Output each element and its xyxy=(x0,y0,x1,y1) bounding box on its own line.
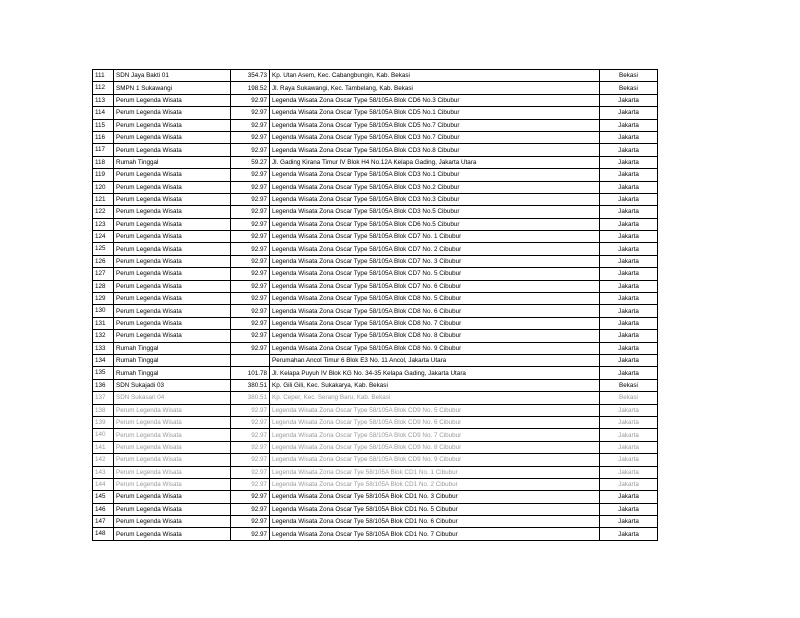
table-row xyxy=(93,131,658,143)
city-cell: Bekasi xyxy=(600,379,658,391)
row-number-cell: 117 xyxy=(93,144,114,156)
project-name-cell: Perum Legenda Wisata xyxy=(114,206,231,218)
area-cell: 92.97 xyxy=(231,119,270,131)
area-cell: 92.97 xyxy=(231,454,270,466)
row-number-cell: 140 xyxy=(93,429,114,441)
project-name-cell: Perum Legenda Wisata xyxy=(114,268,231,280)
area-cell: 92.97 xyxy=(231,107,270,119)
project-name-cell: Perum Legenda Wisata xyxy=(114,491,231,503)
address-cell: Kp. Gili Gili, Kec. Sukakarya, Kab. Bekasi xyxy=(270,379,600,391)
city-cell: Jakarta xyxy=(600,516,658,528)
city-cell: Jakarta xyxy=(600,218,658,230)
area-cell: 380.51 xyxy=(231,392,270,404)
area-cell xyxy=(231,354,270,366)
table-row xyxy=(93,404,658,416)
row-number-cell: 122 xyxy=(93,206,114,218)
city-cell: Jakarta xyxy=(600,94,658,106)
table-row xyxy=(93,478,658,490)
address-cell: Kp. Ceper, Kec. Serang Baru, Kab. Bekasi xyxy=(270,392,600,404)
address-cell: Legenda Wisata Zona Oscar Type 58/105A Blok CD5 No.7 Cibubur xyxy=(270,119,600,131)
table-row xyxy=(93,392,658,404)
area-cell: 92.97 xyxy=(231,516,270,528)
row-number-cell: 111 xyxy=(93,70,114,82)
address-cell: Legenda Wisata Zona Oscar Tye 58/105A Blok CD1 No. 1 Cibubur xyxy=(270,466,600,478)
city-cell: Jakarta xyxy=(600,144,658,156)
project-name-cell: SDN Sukajadi 03 xyxy=(114,379,231,391)
city-cell: Jakarta xyxy=(600,293,658,305)
table-row xyxy=(93,82,658,94)
row-number-cell: 137 xyxy=(93,392,114,404)
table-row xyxy=(93,206,658,218)
address-cell: Legenda Wisata Zona Oscar Type 58/105A Blok CD6 No.3 Cibubur xyxy=(270,94,600,106)
address-cell: Legenda Wisata Zona Oscar Type 58/105A Blok CD6 No.5 Cibubur xyxy=(270,218,600,230)
table-row xyxy=(93,305,658,317)
row-number-cell: 141 xyxy=(93,441,114,453)
row-number-cell: 112 xyxy=(93,82,114,94)
address-cell: Legenda Wisata Zona Oscar Type 58/105A Blok CD9 No. 8 Cibubur xyxy=(270,441,600,453)
project-name-cell: Perum Legenda Wisata xyxy=(114,330,231,342)
area-cell: 380.51 xyxy=(231,379,270,391)
address-cell: Legenda Wisata Zona Oscar Type 58/105A Blok CD7 No. 1 Cibubur xyxy=(270,231,600,243)
address-cell: Jl. Gading Kirana Timur IV Blok H4 No.12A Kelapa Gading, Jakarta Utara xyxy=(270,156,600,168)
row-number-cell: 116 xyxy=(93,131,114,143)
city-cell: Jakarta xyxy=(600,206,658,218)
area-cell: 92.97 xyxy=(231,491,270,503)
row-number-cell: 139 xyxy=(93,416,114,428)
city-cell: Jakarta xyxy=(600,491,658,503)
city-cell: Jakarta xyxy=(600,181,658,193)
area-cell: 92.97 xyxy=(231,429,270,441)
address-cell: Legenda Wisata Zona Oscar Type 58/105A Blok CD9 No. 7 Cibubur xyxy=(270,429,600,441)
table-row xyxy=(93,243,658,255)
project-name-cell: Perum Legenda Wisata xyxy=(114,305,231,317)
row-number-cell: 147 xyxy=(93,516,114,528)
project-name-cell: Perum Legenda Wisata xyxy=(114,144,231,156)
table-row xyxy=(93,379,658,391)
project-name-cell: SDN Jaya Bakti 01 xyxy=(114,70,231,82)
address-cell: Legenda Wisata Zona Oscar Type 58/105A Blok CD7 No. 3 Cibubur xyxy=(270,255,600,267)
row-number-cell: 120 xyxy=(93,181,114,193)
city-cell: Jakarta xyxy=(600,478,658,490)
area-cell: 59.27 xyxy=(231,156,270,168)
row-number-cell: 125 xyxy=(93,243,114,255)
city-cell: Jakarta xyxy=(600,441,658,453)
row-number-cell: 114 xyxy=(93,107,114,119)
city-cell: Jakarta xyxy=(600,305,658,317)
table-row xyxy=(93,107,658,119)
address-cell: Legenda Wisata Zona Oscar Tye 58/105A Blok CD1 No. 3 Cibubur xyxy=(270,491,600,503)
table-row xyxy=(93,144,658,156)
area-cell: 92.97 xyxy=(231,305,270,317)
table-row xyxy=(93,516,658,528)
project-name-cell: Perum Legenda Wisata xyxy=(114,429,231,441)
table-row xyxy=(93,528,658,540)
project-name-cell: Perum Legenda Wisata xyxy=(114,466,231,478)
city-cell: Jakarta xyxy=(600,454,658,466)
row-number-cell: 145 xyxy=(93,491,114,503)
city-cell: Jakarta xyxy=(600,404,658,416)
city-cell: Bekasi xyxy=(600,392,658,404)
area-cell: 92.97 xyxy=(231,478,270,490)
address-cell: Legenda Wisata Zona Oscar Type 58/105A Blok CD3 No.5 Cibubur xyxy=(270,206,600,218)
city-cell: Jakarta xyxy=(600,231,658,243)
table-row xyxy=(93,441,658,453)
address-cell: Jl. Raya Sukawangi, Kec. Tambelang, Kab. Bekasi xyxy=(270,82,600,94)
address-cell: Legenda Wisata Zona Oscar Type 58/105A Blok CD7 No. 5 Cibubur xyxy=(270,268,600,280)
address-cell: Legenda Wisata Zona Oscar Type 58/105A Blok CD7 No. 2 Cibubur xyxy=(270,243,600,255)
row-number-cell: 144 xyxy=(93,478,114,490)
table-row xyxy=(93,268,658,280)
project-name-cell: Rumah Tinggal xyxy=(114,156,231,168)
project-name-cell: Perum Legenda Wisata xyxy=(114,169,231,181)
city-cell: Jakarta xyxy=(600,243,658,255)
city-cell: Jakarta xyxy=(600,503,658,515)
project-table-body xyxy=(93,70,658,541)
city-cell: Jakarta xyxy=(600,156,658,168)
table-row xyxy=(93,293,658,305)
table-row xyxy=(93,169,658,181)
city-cell: Jakarta xyxy=(600,119,658,131)
project-name-cell: Perum Legenda Wisata xyxy=(114,280,231,292)
table-row xyxy=(93,193,658,205)
project-name-cell: Perum Legenda Wisata xyxy=(114,218,231,230)
area-cell: 92.97 xyxy=(231,268,270,280)
address-cell: Legenda Wisata Zona Oscar Type 58/105A Blok CD9 No. 6 Cibubur xyxy=(270,416,600,428)
city-cell: Bekasi xyxy=(600,70,658,82)
area-cell: 101.78 xyxy=(231,367,270,379)
address-cell: Legenda Wisata Zona Oscar Type 58/105A Blok CD3 No.7 Cibubur xyxy=(270,131,600,143)
table-row xyxy=(93,156,658,168)
address-cell: Legenda Wisata Zona Oscar Type 58/105A Blok CD9 No. 5 Cibubur xyxy=(270,404,600,416)
project-name-cell: SMPN 1 Sukawangi xyxy=(114,82,231,94)
row-number-cell: 130 xyxy=(93,305,114,317)
project-name-cell: Perum Legenda Wisata xyxy=(114,243,231,255)
row-number-cell: 142 xyxy=(93,454,114,466)
city-cell: Jakarta xyxy=(600,367,658,379)
row-number-cell: 123 xyxy=(93,218,114,230)
row-number-cell: 146 xyxy=(93,503,114,515)
address-cell: Legenda Wisata Zona Oscar Type 58/105A Blok CD5 No.1 Cibubur xyxy=(270,107,600,119)
row-number-cell: 121 xyxy=(93,193,114,205)
project-name-cell: Perum Legenda Wisata xyxy=(114,94,231,106)
area-cell: 92.97 xyxy=(231,181,270,193)
city-cell: Jakarta xyxy=(600,169,658,181)
area-cell: 92.97 xyxy=(231,131,270,143)
project-name-cell: SDN Sukasari 04 xyxy=(114,392,231,404)
project-name-cell: Perum Legenda Wisata xyxy=(114,441,231,453)
row-number-cell: 133 xyxy=(93,342,114,354)
area-cell: 92.97 xyxy=(231,404,270,416)
table-row xyxy=(93,354,658,366)
table-row xyxy=(93,181,658,193)
area-cell: 92.97 xyxy=(231,206,270,218)
area-cell: 92.97 xyxy=(231,169,270,181)
table-row xyxy=(93,503,658,515)
project-name-cell: Perum Legenda Wisata xyxy=(114,293,231,305)
project-name-cell: Perum Legenda Wisata xyxy=(114,503,231,515)
area-cell: 92.97 xyxy=(231,342,270,354)
project-name-cell: Rumah Tinggal xyxy=(114,354,231,366)
project-name-cell: Perum Legenda Wisata xyxy=(114,119,231,131)
table-row xyxy=(93,94,658,106)
area-cell: 92.97 xyxy=(231,503,270,515)
address-cell: Jl. Kelapa Puyuh IV Blok KG No. 34-35 Kelapa Gading, Jakarta Utara xyxy=(270,367,600,379)
city-cell: Bekasi xyxy=(600,82,658,94)
city-cell: Jakarta xyxy=(600,528,658,540)
project-name-cell: Perum Legenda Wisata xyxy=(114,317,231,329)
row-number-cell: 127 xyxy=(93,268,114,280)
project-name-cell: Perum Legenda Wisata xyxy=(114,231,231,243)
address-cell: Legenda Wisata Zona Oscar Type 58/105A Blok CD8 No. 9 Cibubur xyxy=(270,342,600,354)
project-name-cell: Perum Legenda Wisata xyxy=(114,255,231,267)
city-cell: Jakarta xyxy=(600,107,658,119)
city-cell: Jakarta xyxy=(600,429,658,441)
city-cell: Jakarta xyxy=(600,131,658,143)
project-name-cell: Perum Legenda Wisata xyxy=(114,528,231,540)
row-number-cell: 126 xyxy=(93,255,114,267)
project-name-cell: Perum Legenda Wisata xyxy=(114,454,231,466)
city-cell: Jakarta xyxy=(600,268,658,280)
row-number-cell: 128 xyxy=(93,280,114,292)
area-cell: 92.97 xyxy=(231,280,270,292)
address-cell: Legenda Wisata Zona Oscar Tye 58/105A Blok CD1 No. 6 Cibubur xyxy=(270,516,600,528)
area-cell: 92.97 xyxy=(231,94,270,106)
project-name-cell: Perum Legenda Wisata xyxy=(114,131,231,143)
project-name-cell: Perum Legenda Wisata xyxy=(114,107,231,119)
row-number-cell: 129 xyxy=(93,293,114,305)
area-cell: 92.97 xyxy=(231,144,270,156)
address-cell: Legenda Wisata Zona Oscar Type 58/105A Blok CD3 No.2 Cibubur xyxy=(270,181,600,193)
row-number-cell: 118 xyxy=(93,156,114,168)
row-number-cell: 138 xyxy=(93,404,114,416)
table-row xyxy=(93,119,658,131)
city-cell: Jakarta xyxy=(600,255,658,267)
row-number-cell: 115 xyxy=(93,119,114,131)
address-cell: Legenda Wisata Zona Oscar Tye 58/105A Blok CD1 No. 5 Cibubur xyxy=(270,503,600,515)
area-cell: 92.97 xyxy=(231,293,270,305)
address-cell: Legenda Wisata Zona Oscar Type 58/105A Blok CD3 No.8 Cibubur xyxy=(270,144,600,156)
row-number-cell: 132 xyxy=(93,330,114,342)
city-cell: Jakarta xyxy=(600,416,658,428)
address-cell: Legenda Wisata Zona Oscar Tye 58/105A Blok CD1 No. 7 Cibubur xyxy=(270,528,600,540)
project-name-cell: Rumah Tinggal xyxy=(114,367,231,379)
row-number-cell: 135 xyxy=(93,367,114,379)
project-name-cell: Perum Legenda Wisata xyxy=(114,516,231,528)
address-cell: Legenda Wisata Zona Oscar Type 58/105A Blok CD3 No.1 Cibubur xyxy=(270,169,600,181)
table-row xyxy=(93,466,658,478)
area-cell: 92.97 xyxy=(231,528,270,540)
row-number-cell: 136 xyxy=(93,379,114,391)
row-number-cell: 134 xyxy=(93,354,114,366)
table-row xyxy=(93,255,658,267)
project-name-cell: Rumah Tinggal xyxy=(114,342,231,354)
city-cell: Jakarta xyxy=(600,280,658,292)
address-cell: Legenda Wisata Zona Oscar Type 58/105A Blok CD8 No. 7 Cibubur xyxy=(270,317,600,329)
address-cell: Legenda Wisata Zona Oscar Type 58/105A Blok CD8 No. 5 Cibubur xyxy=(270,293,600,305)
project-name-cell: Perum Legenda Wisata xyxy=(114,404,231,416)
city-cell: Jakarta xyxy=(600,193,658,205)
area-cell: 92.97 xyxy=(231,218,270,230)
table-row xyxy=(93,280,658,292)
table-row xyxy=(93,218,658,230)
city-cell: Jakarta xyxy=(600,354,658,366)
row-number-cell: 148 xyxy=(93,528,114,540)
row-number-cell: 143 xyxy=(93,466,114,478)
project-name-cell: Perum Legenda Wisata xyxy=(114,478,231,490)
project-name-cell: Perum Legenda Wisata xyxy=(114,416,231,428)
city-cell: Jakarta xyxy=(600,317,658,329)
area-cell: 92.97 xyxy=(231,255,270,267)
address-cell: Kp. Utan Asem, Kec. Cabangbungin, Kab. Bekasi xyxy=(270,70,600,82)
area-cell: 198.52 xyxy=(231,82,270,94)
area-cell: 92.97 xyxy=(231,243,270,255)
city-cell: Jakarta xyxy=(600,330,658,342)
address-cell: Legenda Wisata Zona Oscar Type 58/105A Blok CD7 No. 6 Cibubur xyxy=(270,280,600,292)
address-cell: Perumahan Ancol Timur 6 Blok E3 No. 11 Ancol, Jakarta Utara xyxy=(270,354,600,366)
address-cell: Legenda Wisata Zona Oscar Tye 58/105A Blok CD1 No. 2 Cibubur xyxy=(270,478,600,490)
address-cell: Legenda Wisata Zona Oscar Type 58/105A Blok CD8 No. 6 Cibubur xyxy=(270,305,600,317)
table-row xyxy=(93,330,658,342)
city-cell: Jakarta xyxy=(600,342,658,354)
project-table xyxy=(92,69,658,541)
table-row xyxy=(93,317,658,329)
row-number-cell: 124 xyxy=(93,231,114,243)
table-row xyxy=(93,454,658,466)
table-row xyxy=(93,231,658,243)
table-row xyxy=(93,416,658,428)
area-cell: 92.97 xyxy=(231,441,270,453)
table-row xyxy=(93,342,658,354)
city-cell: Jakarta xyxy=(600,466,658,478)
area-cell: 92.97 xyxy=(231,466,270,478)
row-number-cell: 113 xyxy=(93,94,114,106)
table-row xyxy=(93,367,658,379)
area-cell: 92.97 xyxy=(231,416,270,428)
row-number-cell: 119 xyxy=(93,169,114,181)
table-row xyxy=(93,429,658,441)
address-cell: Legenda Wisata Zona Oscar Type 58/105A Blok CD9 No. 9 Cibubur xyxy=(270,454,600,466)
area-cell: 92.97 xyxy=(231,193,270,205)
area-cell: 92.97 xyxy=(231,317,270,329)
address-cell: Legenda Wisata Zona Oscar Type 58/105A Blok CD8 No. 8 Cibubur xyxy=(270,330,600,342)
project-name-cell: Perum Legenda Wisata xyxy=(114,193,231,205)
area-cell: 92.97 xyxy=(231,330,270,342)
table-row xyxy=(93,491,658,503)
area-cell: 354.73 xyxy=(231,70,270,82)
row-number-cell: 131 xyxy=(93,317,114,329)
area-cell: 92.97 xyxy=(231,231,270,243)
table-row xyxy=(93,70,658,82)
address-cell: Legenda Wisata Zona Oscar Type 58/105A Blok CD3 No.3 Cibubur xyxy=(270,193,600,205)
project-name-cell: Perum Legenda Wisata xyxy=(114,181,231,193)
